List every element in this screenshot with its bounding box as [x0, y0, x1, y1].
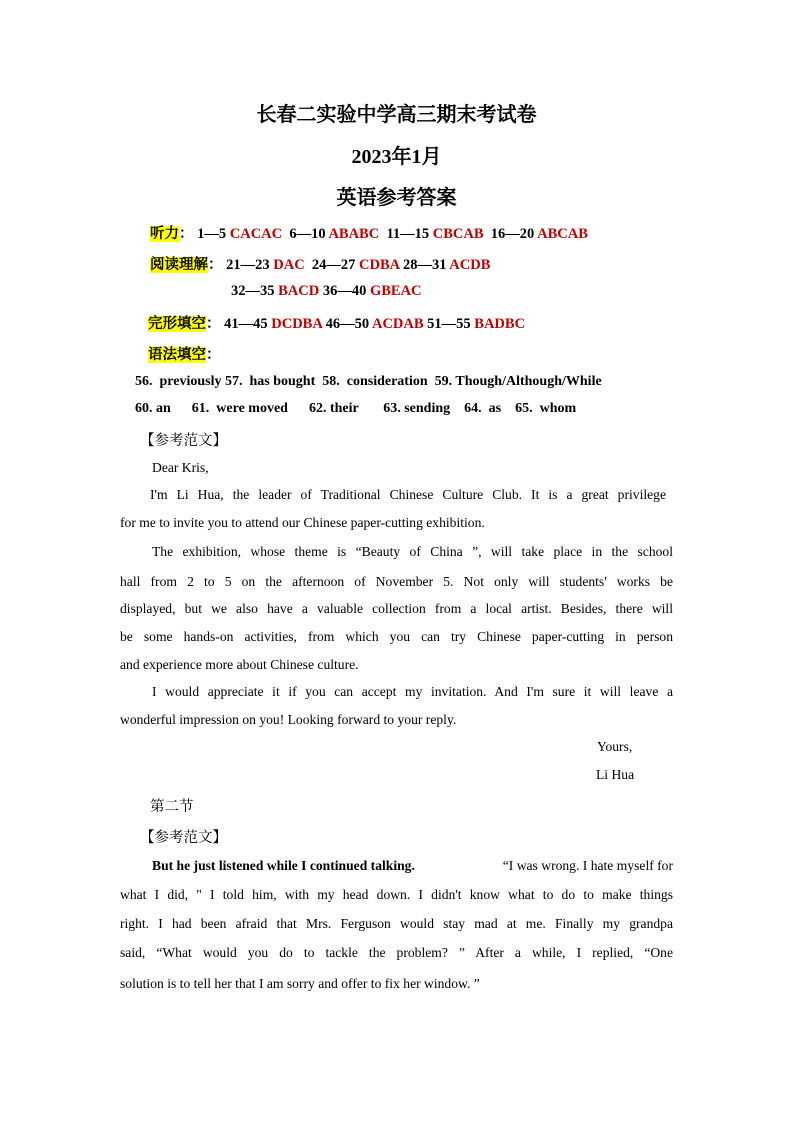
- essay1-line: I would appreciate it if you can accept my invitation. And I'm sure it will leave a: [152, 684, 673, 699]
- grammar-answer: as: [488, 401, 502, 416]
- answer-group: ACDAB: [371, 316, 424, 332]
- answer-group: BACD: [278, 283, 320, 299]
- cloze-label: 完形填空: [148, 316, 206, 332]
- grammar-answer: consideration: [346, 374, 428, 389]
- cloze-answers: 完形填空： 41—45 DCDBA 46—50 ACDAB 51—55 BADBC: [148, 316, 526, 332]
- essay1-line: be some hands-on activities, from which you can try Chinese paper-cutting in person: [120, 629, 673, 644]
- listening-label: 听力: [150, 226, 179, 242]
- essay2-line: solution is to tell her that I am sorry and offer to fix her window. ”: [120, 976, 480, 991]
- answer-group: DAC: [273, 257, 305, 273]
- essay1-line: I'm Li Hua, the leader of Traditional Chinese Culture Club. It is a great privilege: [150, 487, 666, 502]
- answer-group: GBEAC: [369, 283, 422, 299]
- essay2-heading: 【参考范文】: [140, 830, 227, 846]
- essay2-first-line: [152, 858, 673, 874]
- answer-group: CDBA: [359, 257, 400, 273]
- grammar-heading: 语法填空：: [148, 347, 221, 363]
- essay1-line: The exhibition, whose theme is “Beauty of China ”, will take place in the school: [152, 544, 673, 559]
- grammar-answer: Though/Although/While: [455, 374, 602, 389]
- answer-group: BADBC: [474, 316, 526, 332]
- grammar-answer: has bought: [249, 374, 316, 389]
- grammar-label: 语法填空: [148, 347, 206, 363]
- answer-group: ABABC: [328, 226, 380, 242]
- essay2-line-rest: “I was wrong. I hate myself for: [502, 858, 673, 873]
- grammar-answer: were moved: [216, 401, 288, 416]
- essay2-line: what I did, " I told him, with my head down. I didn't know what to do to make things: [120, 887, 673, 902]
- essay1-line: and experience more about Chinese culture.: [120, 657, 359, 672]
- grammar-answers-line2: 60. an 61. were moved 62. their 63. sending 64. as 65. whom: [135, 401, 577, 416]
- reading-answers-line1: 阅读理解： 21—23 DAC 24—27 CDBA 28—31 ACDB: [150, 257, 491, 273]
- essay1-closing: Yours,: [597, 739, 633, 754]
- reading-label: 阅读理解: [150, 257, 208, 273]
- essay1-heading: 【参考范文】: [140, 433, 227, 449]
- essay1-line: for me to invite you to attend our Chinese paper-cutting exhibition.: [120, 515, 485, 530]
- essay1-line: hall from 2 to 5 on the afternoon of November 5. Not only will students' works be: [120, 574, 673, 589]
- answer-group: CBCAB: [432, 226, 484, 242]
- essay1-line: wonderful impression on you! Looking forward to your reply.: [120, 712, 457, 727]
- exam-date: 2023年1月: [351, 146, 442, 168]
- grammar-answers-line1: 56. previously 57. has bought 58. consideration 59. Though/Although/While: [135, 374, 602, 389]
- grammar-answer: previously: [159, 374, 222, 389]
- essay2-line: said, “What would you do to tackle the problem? ” After a while, I replied, “One: [120, 945, 673, 960]
- answer-group: ABCAB: [537, 226, 588, 242]
- essay1-greeting: Dear Kris,: [152, 460, 209, 475]
- essay2-line: right. I had been afraid that Mrs. Ferguson would stay mad at me. Finally my grandpa: [120, 916, 673, 931]
- listening-answers: 听力： 1—5 CACAC 6—10 ABABC 11—15 CBCAB 16—20 ABCAB: [150, 226, 588, 242]
- answer-group: ACDB: [449, 257, 491, 273]
- reading-answers-line2: 32—35 BACD 36—40 GBEAC: [231, 283, 422, 299]
- essay1-line: displayed, but we also have a valuable collection from a local artist. Besides, there will: [120, 601, 673, 616]
- grammar-answer: an: [156, 401, 171, 416]
- grammar-answer: sending: [404, 401, 451, 416]
- answer-key-subtitle: 英语参考答案: [336, 187, 457, 209]
- grammar-answer: their: [329, 401, 359, 416]
- section-two-label: 第二节: [150, 799, 194, 815]
- grammar-answer: whom: [539, 401, 577, 416]
- page-title: 长春二实验中学高三期末考试卷: [256, 104, 537, 126]
- essay1-signature: Li Hua: [596, 767, 635, 782]
- answer-group: DCDBA: [271, 316, 323, 332]
- essay2-lead-sentence: But he just listened while I continued talking.: [152, 858, 415, 873]
- answer-group: CACAC: [229, 226, 283, 242]
